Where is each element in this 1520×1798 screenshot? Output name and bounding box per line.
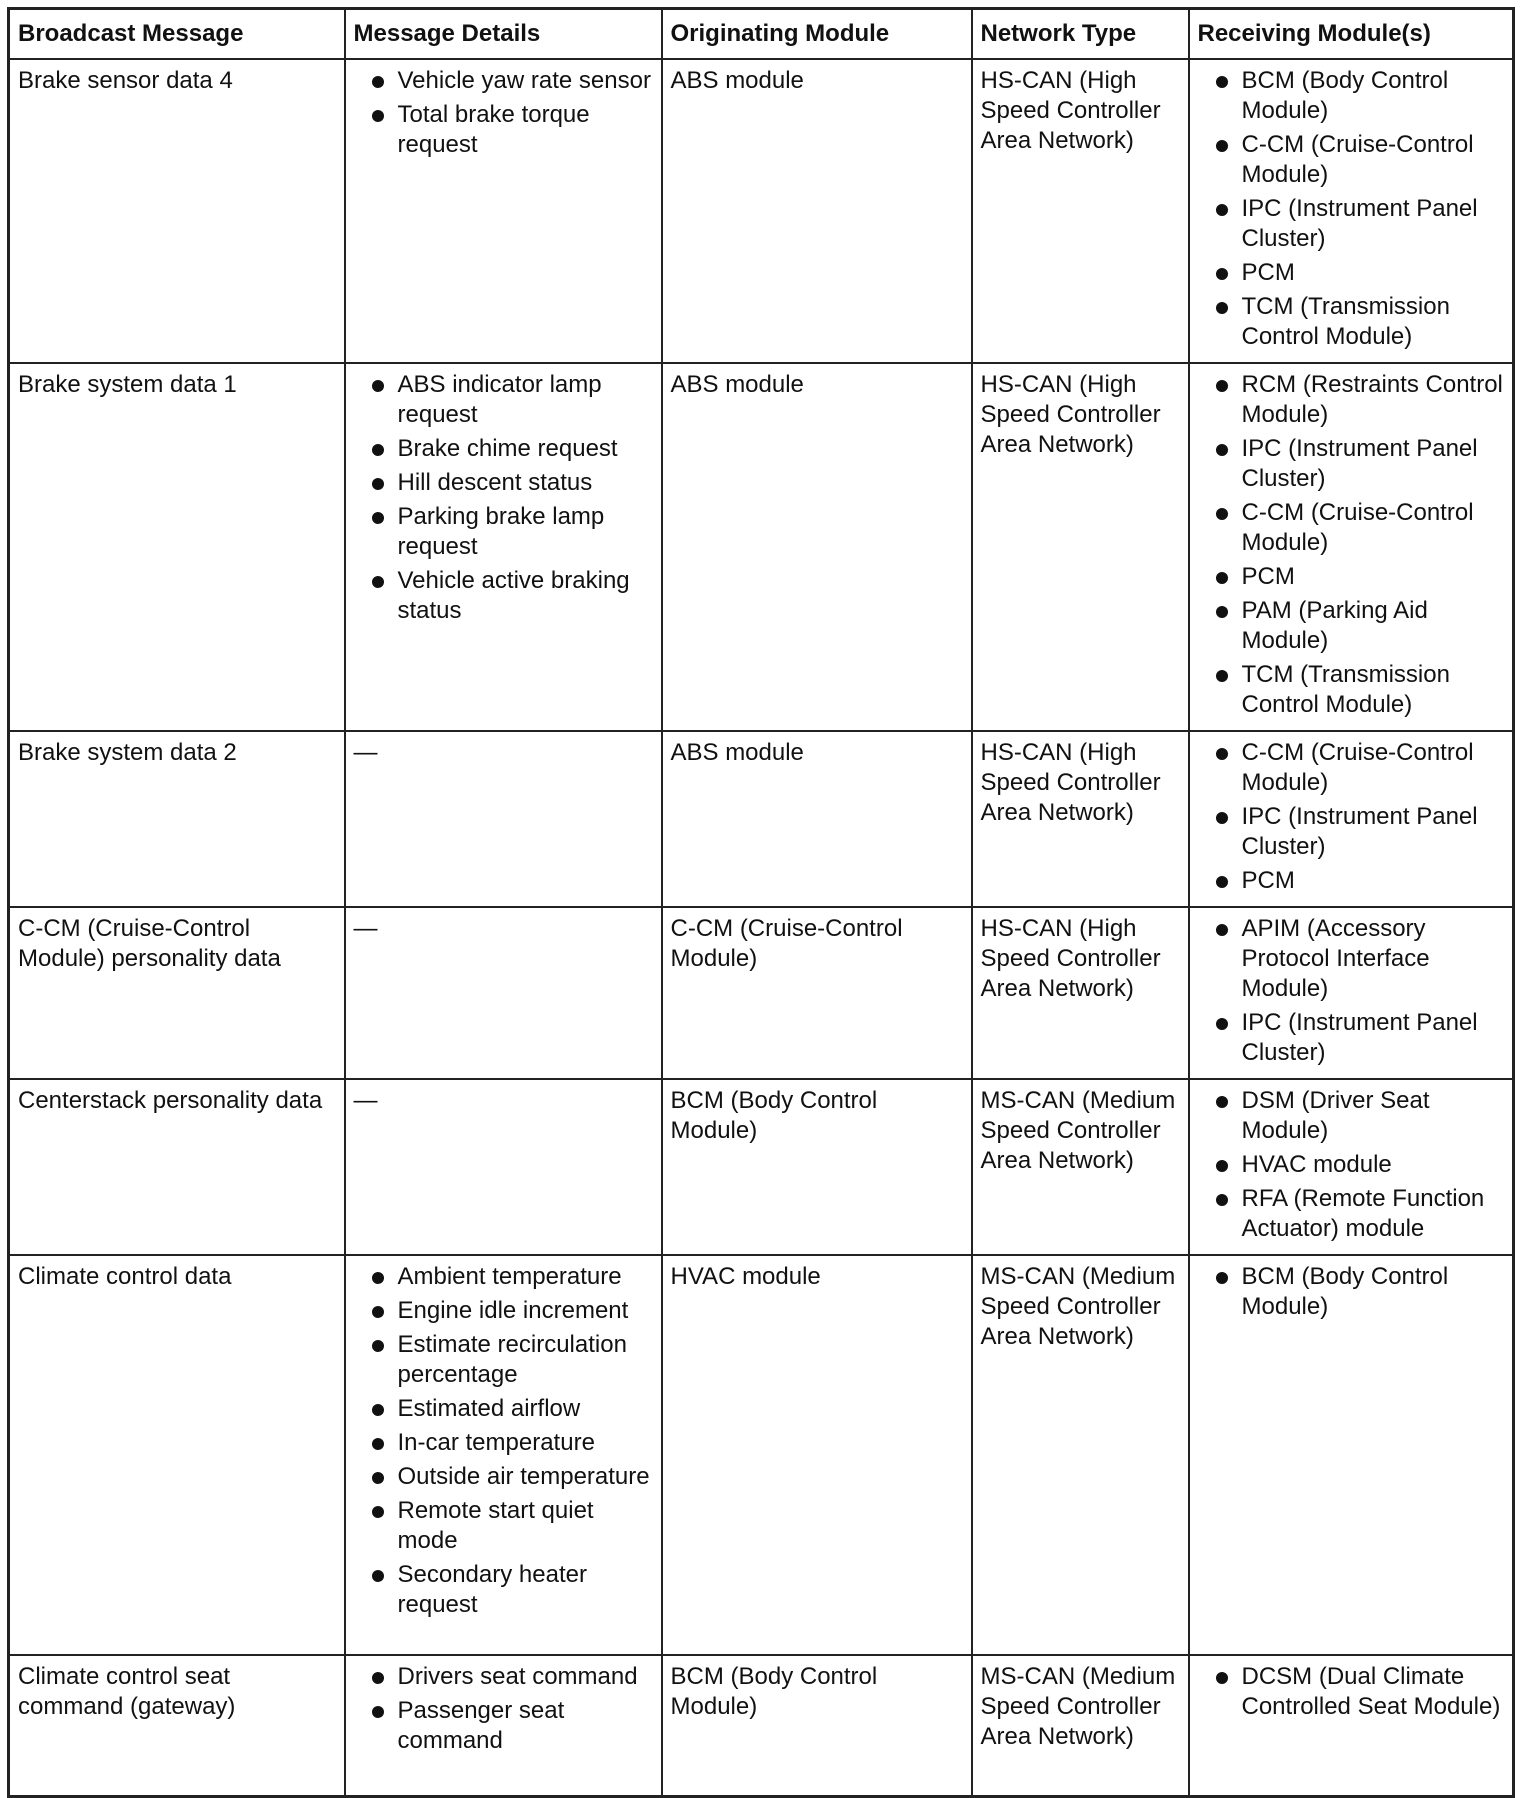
receiver-item: C-CM (Cruise-Control Module) (1198, 130, 1505, 190)
receiver-item: TCM (Transmission Control Module) (1198, 660, 1505, 720)
receiving-modules-cell (1189, 59, 1514, 363)
network-type-cell: HS-CAN (High Speed Controller Area Network) (972, 59, 1189, 363)
receiver-item: PCM (1198, 866, 1505, 896)
detail-item: Vehicle active braking status (354, 566, 653, 626)
receiver-list (1198, 738, 1505, 896)
table-row (9, 1255, 1514, 1655)
table-row (9, 731, 1514, 907)
details-empty-dash: — (353, 915, 378, 942)
receiver-item: PAM (Parking Aid Module) (1198, 596, 1505, 656)
message-details-cell (345, 1655, 662, 1796)
receiver-list (1198, 914, 1505, 1068)
header-receiving-modules: Receiving Module(s) (1189, 9, 1514, 60)
network-type-cell: HS-CAN (High Speed Controller Area Network) (972, 731, 1189, 907)
receiver-item: DSM (Driver Seat Module) (1198, 1086, 1505, 1146)
receiver-item: C-CM (Cruise-Control Module) (1198, 498, 1505, 558)
network-type-cell: MS-CAN (Medium Speed Controller Area Network) (972, 1255, 1189, 1655)
network-type-cell: HS-CAN (High Speed Controller Area Network) (972, 907, 1189, 1079)
receiving-modules-cell (1189, 1079, 1514, 1255)
detail-list (354, 1262, 653, 1620)
detail-list (354, 66, 653, 160)
detail-item: Brake chime request (354, 434, 653, 464)
table-row (9, 1079, 1514, 1255)
details-empty-dash: — (353, 1087, 378, 1114)
message-details-cell (345, 363, 662, 731)
receiver-list (1198, 1086, 1505, 1244)
detail-item: Ambient temperature (354, 1262, 653, 1292)
broadcast-message-cell: Brake system data 2 (9, 731, 345, 907)
detail-item: Hill descent status (354, 468, 653, 498)
originating-module-cell: ABS module (662, 731, 972, 907)
receiver-item: RFA (Remote Function Actuator) module (1198, 1184, 1505, 1244)
detail-item: Estimate recirculation percentage (354, 1330, 653, 1390)
detail-item: Drivers seat command (354, 1662, 653, 1692)
receiver-list (1198, 1262, 1505, 1322)
receiver-item: PCM (1198, 562, 1505, 592)
network-type-cell: MS-CAN (Medium Speed Controller Area Network) (972, 1079, 1189, 1255)
message-details-cell (345, 59, 662, 363)
originating-module-cell: ABS module (662, 363, 972, 731)
receiving-modules-cell (1189, 907, 1514, 1079)
detail-item: Remote start quiet mode (354, 1496, 653, 1556)
receiver-item: IPC (Instrument Panel Cluster) (1198, 434, 1505, 494)
detail-list (354, 1662, 653, 1756)
receiver-list (1198, 370, 1505, 720)
message-details-cell (345, 731, 662, 907)
table-row (9, 59, 1514, 363)
receiver-item: C-CM (Cruise-Control Module) (1198, 738, 1505, 798)
receiver-item: APIM (Accessory Protocol Interface Module) (1198, 914, 1505, 1004)
detail-item: Vehicle yaw rate sensor (354, 66, 653, 96)
originating-module-cell: ABS module (662, 59, 972, 363)
detail-item: Estimated airflow (354, 1394, 653, 1424)
originating-module-cell: BCM (Body Control Module) (662, 1655, 972, 1796)
message-details-cell (345, 1079, 662, 1255)
originating-module-cell: BCM (Body Control Module) (662, 1079, 972, 1255)
header-network-type: Network Type (972, 9, 1189, 60)
detail-item: Secondary heater request (354, 1560, 653, 1620)
table-row (9, 1655, 1514, 1796)
receiver-item: IPC (Instrument Panel Cluster) (1198, 802, 1505, 862)
broadcast-message-table (7, 7, 1515, 1798)
message-details-cell (345, 1255, 662, 1655)
receiver-item: IPC (Instrument Panel Cluster) (1198, 1008, 1505, 1068)
receiver-item: BCM (Body Control Module) (1198, 66, 1505, 126)
broadcast-message-cell: C-CM (Cruise-Control Module) personality data (9, 907, 345, 1079)
header-originating-module: Originating Module (662, 9, 972, 60)
network-type-cell: HS-CAN (High Speed Controller Area Network) (972, 363, 1189, 731)
receiving-modules-cell (1189, 1655, 1514, 1796)
receiver-item: TCM (Transmission Control Module) (1198, 292, 1505, 352)
broadcast-message-cell: Centerstack personality data (9, 1079, 345, 1255)
message-details-cell (345, 907, 662, 1079)
receiving-modules-cell (1189, 1255, 1514, 1655)
receiver-item: PCM (1198, 258, 1505, 288)
header-row (9, 9, 1514, 60)
originating-module-cell: C-CM (Cruise-Control Module) (662, 907, 972, 1079)
detail-item: Passenger seat command (354, 1696, 653, 1756)
details-empty-dash: — (353, 739, 378, 766)
receiver-item: DCSM (Dual Climate Controlled Seat Module) (1198, 1662, 1505, 1722)
detail-item: Parking brake lamp request (354, 502, 653, 562)
receiver-item: RCM (Restraints Control Module) (1198, 370, 1505, 430)
network-type-cell: MS-CAN (Medium Speed Controller Area Network) (972, 1655, 1189, 1796)
header-broadcast-message: Broadcast Message (9, 9, 345, 60)
broadcast-message-cell: Climate control seat command (gateway) (9, 1655, 345, 1796)
originating-module-cell: HVAC module (662, 1255, 972, 1655)
receiving-modules-cell (1189, 363, 1514, 731)
table-row (9, 907, 1514, 1079)
receiving-modules-cell (1189, 731, 1514, 907)
detail-item: Outside air temperature (354, 1462, 653, 1492)
broadcast-message-cell: Climate control data (9, 1255, 345, 1655)
receiver-list (1198, 66, 1505, 352)
receiver-item: BCM (Body Control Module) (1198, 1262, 1505, 1322)
receiver-item: HVAC module (1198, 1150, 1505, 1180)
detail-list (354, 370, 653, 626)
detail-item: In-car temperature (354, 1428, 653, 1458)
header-message-details: Message Details (345, 9, 662, 60)
broadcast-message-cell: Brake system data 1 (9, 363, 345, 731)
table-row (9, 363, 1514, 731)
detail-item: Total brake torque request (354, 100, 653, 160)
receiver-list (1198, 1662, 1505, 1722)
broadcast-message-cell: Brake sensor data 4 (9, 59, 345, 363)
detail-item: Engine idle increment (354, 1296, 653, 1326)
receiver-item: IPC (Instrument Panel Cluster) (1198, 194, 1505, 254)
detail-item: ABS indicator lamp request (354, 370, 653, 430)
